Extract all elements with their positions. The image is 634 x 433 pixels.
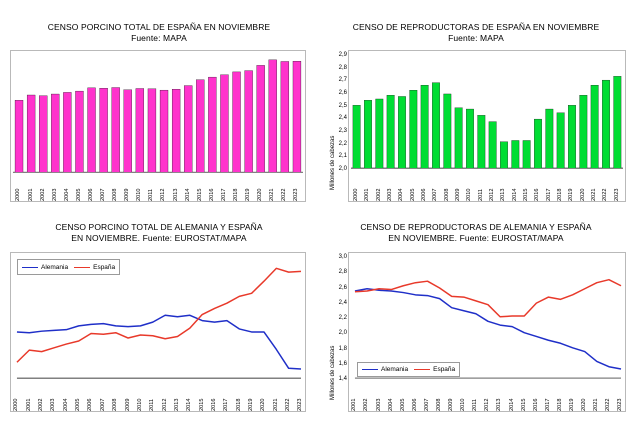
panel1-plot bbox=[10, 50, 306, 202]
x-tick-label: 2018 bbox=[235, 398, 242, 411]
x-tick-label: 2022 bbox=[602, 188, 609, 201]
x-tick-label: 2007 bbox=[100, 188, 107, 201]
x-tick-label: 2019 bbox=[245, 188, 252, 201]
x-tick-label: 2001 bbox=[351, 398, 358, 411]
x-tick-label: 2014 bbox=[508, 398, 515, 411]
legend-label: España bbox=[93, 263, 116, 271]
x-tick-label: 2015 bbox=[196, 188, 203, 201]
x-tick-label: 2004 bbox=[63, 188, 70, 201]
legend-line-icon bbox=[414, 369, 430, 370]
panel3-x-axis-labels bbox=[11, 381, 305, 411]
y-tick-label: 2,9 bbox=[338, 52, 347, 58]
x-tick-label: 2011 bbox=[149, 398, 156, 411]
panel-porcino-alemania-espana bbox=[4, 222, 314, 428]
x-tick-label: 2010 bbox=[460, 398, 467, 411]
x-tick-label: 2001 bbox=[27, 188, 34, 201]
x-tick-label: 2003 bbox=[375, 398, 382, 411]
legend-label: Alemania bbox=[41, 263, 69, 271]
x-tick-label: 2002 bbox=[39, 188, 46, 201]
panel4-x-axis-labels bbox=[349, 381, 625, 411]
x-tick-label: 2021 bbox=[272, 398, 279, 411]
x-tick-label: 2000 bbox=[15, 188, 22, 201]
panel4-subtitle: EN NOVIEMBRE. Fuente: EUROSTAT/MAPA bbox=[388, 233, 564, 243]
x-tick-label: 2008 bbox=[112, 398, 119, 411]
x-tick-label: 2012 bbox=[489, 188, 496, 201]
panel3-legend bbox=[17, 259, 120, 275]
x-tick-label: 2005 bbox=[409, 188, 416, 201]
x-tick-label: 2012 bbox=[160, 188, 167, 201]
x-tick-label: 2017 bbox=[545, 188, 552, 201]
x-tick-label: 2006 bbox=[87, 188, 94, 201]
y-tick-label: 2,6 bbox=[338, 284, 347, 291]
x-tick-label: 2021 bbox=[593, 398, 600, 411]
y-tick-label: 3,0 bbox=[338, 254, 347, 260]
x-tick-label: 2004 bbox=[387, 398, 394, 411]
y-tick-label: 2,1 bbox=[338, 153, 347, 160]
x-tick-label: 2013 bbox=[172, 188, 179, 201]
x-tick-label: 2004 bbox=[62, 398, 69, 411]
x-tick-label: 2009 bbox=[124, 398, 131, 411]
panel2-title-line1: CENSO DE REPRODUCTORAS DE ESPAÑA EN NOVIEMBRE bbox=[352, 22, 600, 32]
panel4-title bbox=[322, 222, 630, 244]
x-tick-label: 2023 bbox=[297, 398, 304, 411]
x-tick-label: 2004 bbox=[398, 188, 405, 201]
x-tick-label: 2006 bbox=[87, 398, 94, 411]
x-tick-label: 2019 bbox=[568, 188, 575, 201]
x-tick-label: 2003 bbox=[50, 398, 57, 411]
x-tick-label: 2020 bbox=[257, 188, 264, 201]
y-tick-label: 2,3 bbox=[338, 128, 347, 134]
x-tick-label: 2009 bbox=[455, 188, 462, 201]
x-tick-label: 2002 bbox=[38, 398, 45, 411]
x-tick-label: 2009 bbox=[124, 188, 131, 201]
legend-item bbox=[362, 366, 408, 373]
x-tick-label: 2018 bbox=[232, 188, 239, 201]
panel2-x-axis-labels bbox=[349, 171, 625, 201]
panel3-subtitle: EN NOVIEMBRE. Fuente: EUROSTAT/MAPA bbox=[71, 233, 247, 243]
x-tick-label: 2015 bbox=[520, 398, 527, 411]
y-tick-label: 2,8 bbox=[338, 64, 347, 71]
x-tick-label: 2019 bbox=[248, 398, 255, 411]
panel2-plot bbox=[338, 50, 626, 202]
y-tick-label: 2,5 bbox=[338, 102, 347, 109]
x-tick-label: 2011 bbox=[148, 188, 155, 201]
x-tick-label: 2006 bbox=[421, 188, 428, 201]
x-tick-label: 2014 bbox=[186, 398, 193, 411]
x-tick-label: 2020 bbox=[260, 398, 267, 411]
panel-censo-porcino-espana bbox=[4, 22, 314, 212]
y-tick-label: 2,2 bbox=[338, 140, 347, 147]
x-tick-label: 2018 bbox=[557, 188, 564, 201]
x-tick-label: 2013 bbox=[500, 188, 507, 201]
panel2-title bbox=[322, 22, 630, 44]
x-tick-label: 2012 bbox=[161, 398, 168, 411]
panel4-y-axis-label: Millones de cabezas bbox=[330, 345, 336, 400]
x-tick-label: 2014 bbox=[511, 188, 518, 201]
x-tick-label: 2014 bbox=[184, 188, 191, 201]
legend-line-icon bbox=[362, 369, 378, 370]
legend-label: España bbox=[433, 366, 456, 373]
x-tick-label: 2023 bbox=[617, 398, 624, 411]
x-tick-label: 2016 bbox=[208, 188, 215, 201]
panel1-title bbox=[4, 22, 314, 44]
y-tick-label: 2,8 bbox=[338, 269, 347, 276]
legend-item bbox=[414, 366, 455, 373]
legend-line-icon bbox=[22, 267, 38, 268]
y-tick-label: 2,0 bbox=[338, 166, 347, 172]
x-tick-label: 2003 bbox=[51, 188, 58, 201]
x-tick-label: 2005 bbox=[75, 188, 82, 201]
x-tick-label: 2022 bbox=[605, 398, 612, 411]
panel4-legend bbox=[357, 362, 460, 377]
legend-item bbox=[74, 264, 115, 271]
legend-item bbox=[22, 264, 68, 271]
x-tick-label: 2020 bbox=[579, 188, 586, 201]
x-tick-label: 2023 bbox=[293, 188, 300, 201]
panel1-x-axis-labels bbox=[11, 171, 305, 201]
panel3-plot bbox=[10, 252, 306, 412]
x-tick-label: 2009 bbox=[448, 398, 455, 411]
x-tick-label: 2011 bbox=[472, 398, 479, 411]
x-tick-label: 2018 bbox=[556, 398, 563, 411]
panel2-subtitle: Fuente: MAPA bbox=[448, 33, 504, 43]
panel2-y-axis-label: Millones de cabezas bbox=[330, 135, 336, 190]
y-tick-label: 2,7 bbox=[338, 77, 347, 84]
x-tick-label: 2005 bbox=[75, 398, 82, 411]
x-tick-label: 2013 bbox=[173, 398, 180, 411]
x-tick-label: 2007 bbox=[432, 188, 439, 201]
panel-censo-reproductoras-espana bbox=[322, 22, 630, 212]
y-tick-label: 2,0 bbox=[338, 330, 347, 337]
y-tick-label: 2,6 bbox=[338, 90, 347, 96]
x-tick-label: 2010 bbox=[136, 398, 143, 411]
panel1-subtitle: Fuente: MAPA bbox=[131, 33, 187, 43]
x-tick-label: 2021 bbox=[269, 188, 276, 201]
y-tick-label: 2,4 bbox=[338, 115, 347, 122]
x-tick-label: 2008 bbox=[436, 398, 443, 411]
x-tick-label: 2001 bbox=[25, 398, 32, 411]
x-tick-label: 2016 bbox=[210, 398, 217, 411]
x-tick-label: 2002 bbox=[375, 188, 382, 201]
y-tick-label: 1,8 bbox=[338, 345, 347, 352]
legend-label: Alemania bbox=[381, 366, 409, 373]
panel4-y-tick-labels bbox=[331, 253, 348, 411]
x-tick-label: 2012 bbox=[484, 398, 491, 411]
x-tick-label: 2008 bbox=[443, 188, 450, 201]
x-tick-label: 2003 bbox=[387, 188, 394, 201]
y-tick-label: 1,6 bbox=[338, 360, 347, 367]
y-tick-label: 1,4 bbox=[338, 376, 347, 382]
x-tick-label: 2017 bbox=[544, 398, 551, 411]
x-tick-label: 2011 bbox=[477, 188, 484, 201]
panel1-title-line1: CENSO PORCINO TOTAL DE ESPAÑA EN NOVIEMBRE bbox=[47, 22, 271, 32]
x-tick-label: 2010 bbox=[466, 188, 473, 201]
x-tick-label: 2022 bbox=[285, 398, 292, 411]
x-tick-label: 2000 bbox=[353, 188, 360, 201]
legend-line-icon bbox=[74, 267, 90, 268]
x-tick-label: 2019 bbox=[569, 398, 576, 411]
x-tick-label: 2021 bbox=[591, 188, 598, 201]
x-tick-label: 2015 bbox=[198, 398, 205, 411]
panel4-title-line1: CENSO DE REPRODUCTORAS DE ALEMANIA Y ESPAÑA bbox=[360, 222, 592, 232]
x-tick-label: 2023 bbox=[613, 188, 620, 201]
x-tick-label: 2010 bbox=[136, 188, 143, 201]
x-tick-label: 2020 bbox=[581, 398, 588, 411]
x-tick-label: 2006 bbox=[411, 398, 418, 411]
x-tick-label: 2002 bbox=[363, 398, 370, 411]
x-tick-label: 2015 bbox=[523, 188, 530, 201]
y-tick-label: 2,2 bbox=[338, 315, 347, 321]
panel2-y-tick-labels bbox=[331, 51, 348, 201]
x-tick-label: 2007 bbox=[423, 398, 430, 411]
x-tick-label: 2007 bbox=[99, 398, 106, 411]
x-tick-label: 2005 bbox=[399, 398, 406, 411]
x-tick-label: 2001 bbox=[364, 188, 371, 201]
x-tick-label: 2016 bbox=[532, 398, 539, 411]
y-tick-label: 2,4 bbox=[338, 299, 347, 306]
x-tick-label: 2017 bbox=[220, 188, 227, 201]
panel4-plot bbox=[338, 252, 626, 412]
x-tick-label: 2000 bbox=[13, 398, 20, 411]
x-tick-label: 2008 bbox=[112, 188, 119, 201]
x-tick-label: 2017 bbox=[223, 398, 230, 411]
x-tick-label: 2016 bbox=[534, 188, 541, 201]
panel-reproductoras-alemania-espana bbox=[322, 222, 630, 428]
x-tick-label: 2022 bbox=[281, 188, 288, 201]
panel3-title-line1: CENSO PORCINO TOTAL DE ALEMANIA Y ESPAÑA bbox=[55, 222, 263, 232]
panel3-title bbox=[4, 222, 314, 244]
x-tick-label: 2013 bbox=[496, 398, 503, 411]
